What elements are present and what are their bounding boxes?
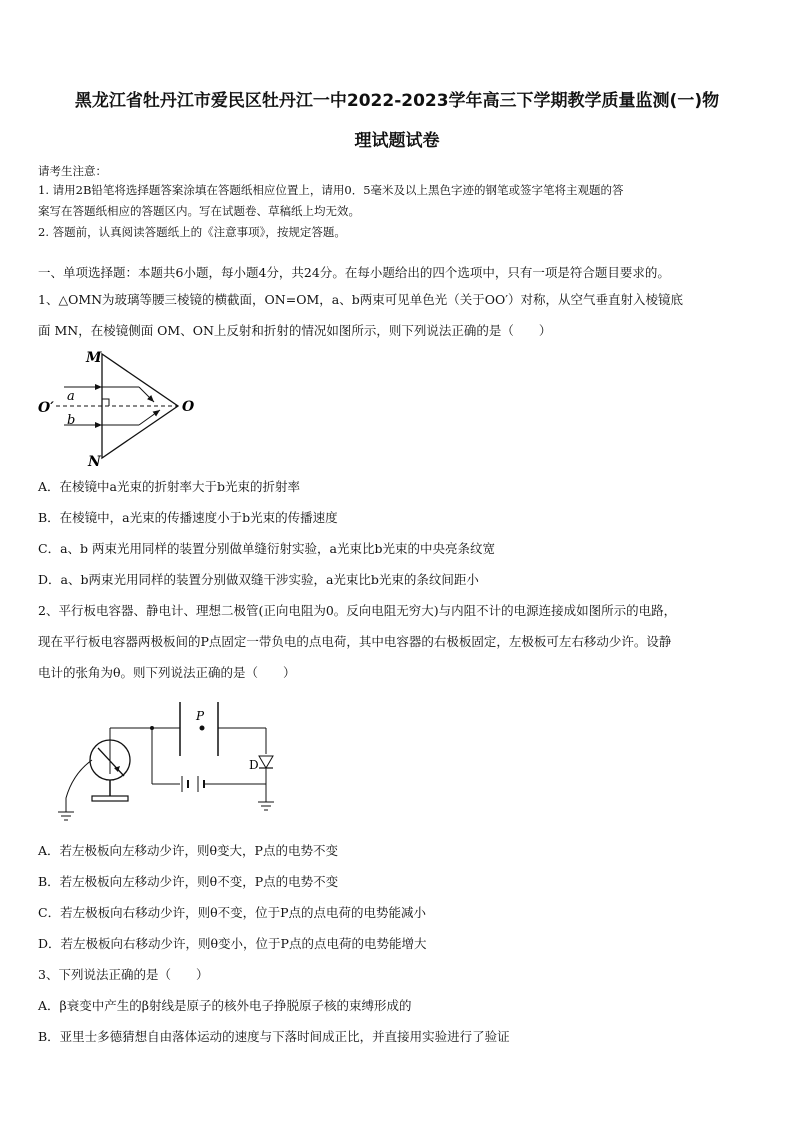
q3-option-b: B．亚里士多德猜想自由落体运动的速度与下落时间成正比，并直接用实验进行了验证	[38, 1029, 510, 1044]
q1-stem-line-1: 1、△OMN为玻璃等腰三棱镜的横截面，ON=OM，a、b两束可见单色光（关于OO′）对称，从空气垂直射入棱镜底	[38, 292, 684, 307]
label-a: a	[67, 389, 75, 404]
notice-heading: 请考生注意：	[38, 164, 107, 178]
notice-item-1b: 案写在答题纸相应的答题区内。写在试题卷、草稿纸上均无效。	[38, 204, 360, 218]
notice-item-2: 2. 答题前，认真阅读答题纸上的《注意事项》，按规定答题。	[38, 225, 346, 239]
electrometer-needle	[98, 748, 124, 776]
page-title-line-2: 理试题试卷	[354, 131, 440, 151]
label-N: N	[88, 454, 101, 470]
ray-a-reflect	[139, 387, 154, 402]
label-b: b	[67, 413, 76, 428]
label-D: D	[249, 758, 259, 772]
q1-option-a: A．在棱镜中a光束的折射率大于b光束的折射率	[38, 479, 300, 494]
q2-stem-line-2: 现在平行板电容器两极板间的P点固定一带负电的点电荷，其中电容器的右极板固定，左极板可左右移动少许。设静	[38, 634, 672, 649]
right-angle-mark	[102, 399, 109, 406]
label-O-prime: O′	[38, 400, 54, 416]
q1-stem-line-2: 面 MN，在棱镜侧面 OM、ON上反射和折射的情况如图所示，则下列说法正确的是（ ）	[38, 323, 552, 338]
label-M: M	[86, 350, 102, 366]
q2-option-b: B．若左极板向左移动少许，则θ不变，P点的电势不变	[38, 874, 339, 889]
label-O: O	[182, 399, 195, 415]
page-title-line-1: 黑龙江省牡丹江市爱民区牡丹江一中2022-2023学年高三下学期教学质量监测(一)物	[74, 91, 720, 111]
q1-prism-figure	[36, 346, 206, 471]
q2-option-a: A．若左极板向左移动少许，则θ变大，P点的电势不变	[38, 843, 338, 858]
section-heading: 一、单项选择题：本题共6小题，每小题4分，共24分。在每小题给出的四个选项中，只有一项是符合题目要求的。	[38, 265, 670, 280]
q1-option-b: B．在棱镜中，a光束的传播速度小于b光束的传播速度	[38, 510, 338, 525]
q2-option-c: C．若左极板向右移动少许，则θ不变，位于P点的点电荷的电势能减小	[38, 905, 427, 920]
diode-symbol	[259, 756, 273, 768]
q2-option-d: D．若左极板向右移动少许，则θ变小，位于P点的点电荷的电势能增大	[38, 936, 427, 951]
q1-option-d: D．a、b两束光用同样的装置分别做双缝干涉实验，a光束比b光束的条纹间距小	[38, 572, 479, 587]
q2-stem-line-1: 2、平行板电容器、静电计、理想二极管(正向电阻为0。反向电阻无穷大)与内阻不计的电源连接成如图所示的电路，	[38, 603, 677, 618]
electrometer-base	[92, 796, 128, 801]
q1-option-c: C．a、b 两束光用同样的装置分别做单缝衍射实验，a光束比b光束的中央亮条纹宽	[38, 541, 495, 556]
q3-stem: 3、下列说法正确的是（ ）	[38, 967, 209, 982]
notice-item-1a: 1. 请用2B铅笔将选择题答案涂填在答题纸相应位置上，请用0．5毫米及以上黑色字迹的钢笔或签字笔将主观题的答	[38, 183, 624, 197]
q3-option-a: A．β衰变中产生的β射线是原子的核外电子挣脱原子核的束缚形成的	[38, 998, 412, 1013]
q2-stem-line-3: 电计的张角为θ。则下列说法正确的是（ ）	[38, 665, 296, 680]
q2-circuit-figure	[50, 698, 290, 828]
label-P: P	[196, 709, 205, 723]
point-p	[200, 726, 205, 731]
ray-b-refract	[139, 410, 160, 425]
